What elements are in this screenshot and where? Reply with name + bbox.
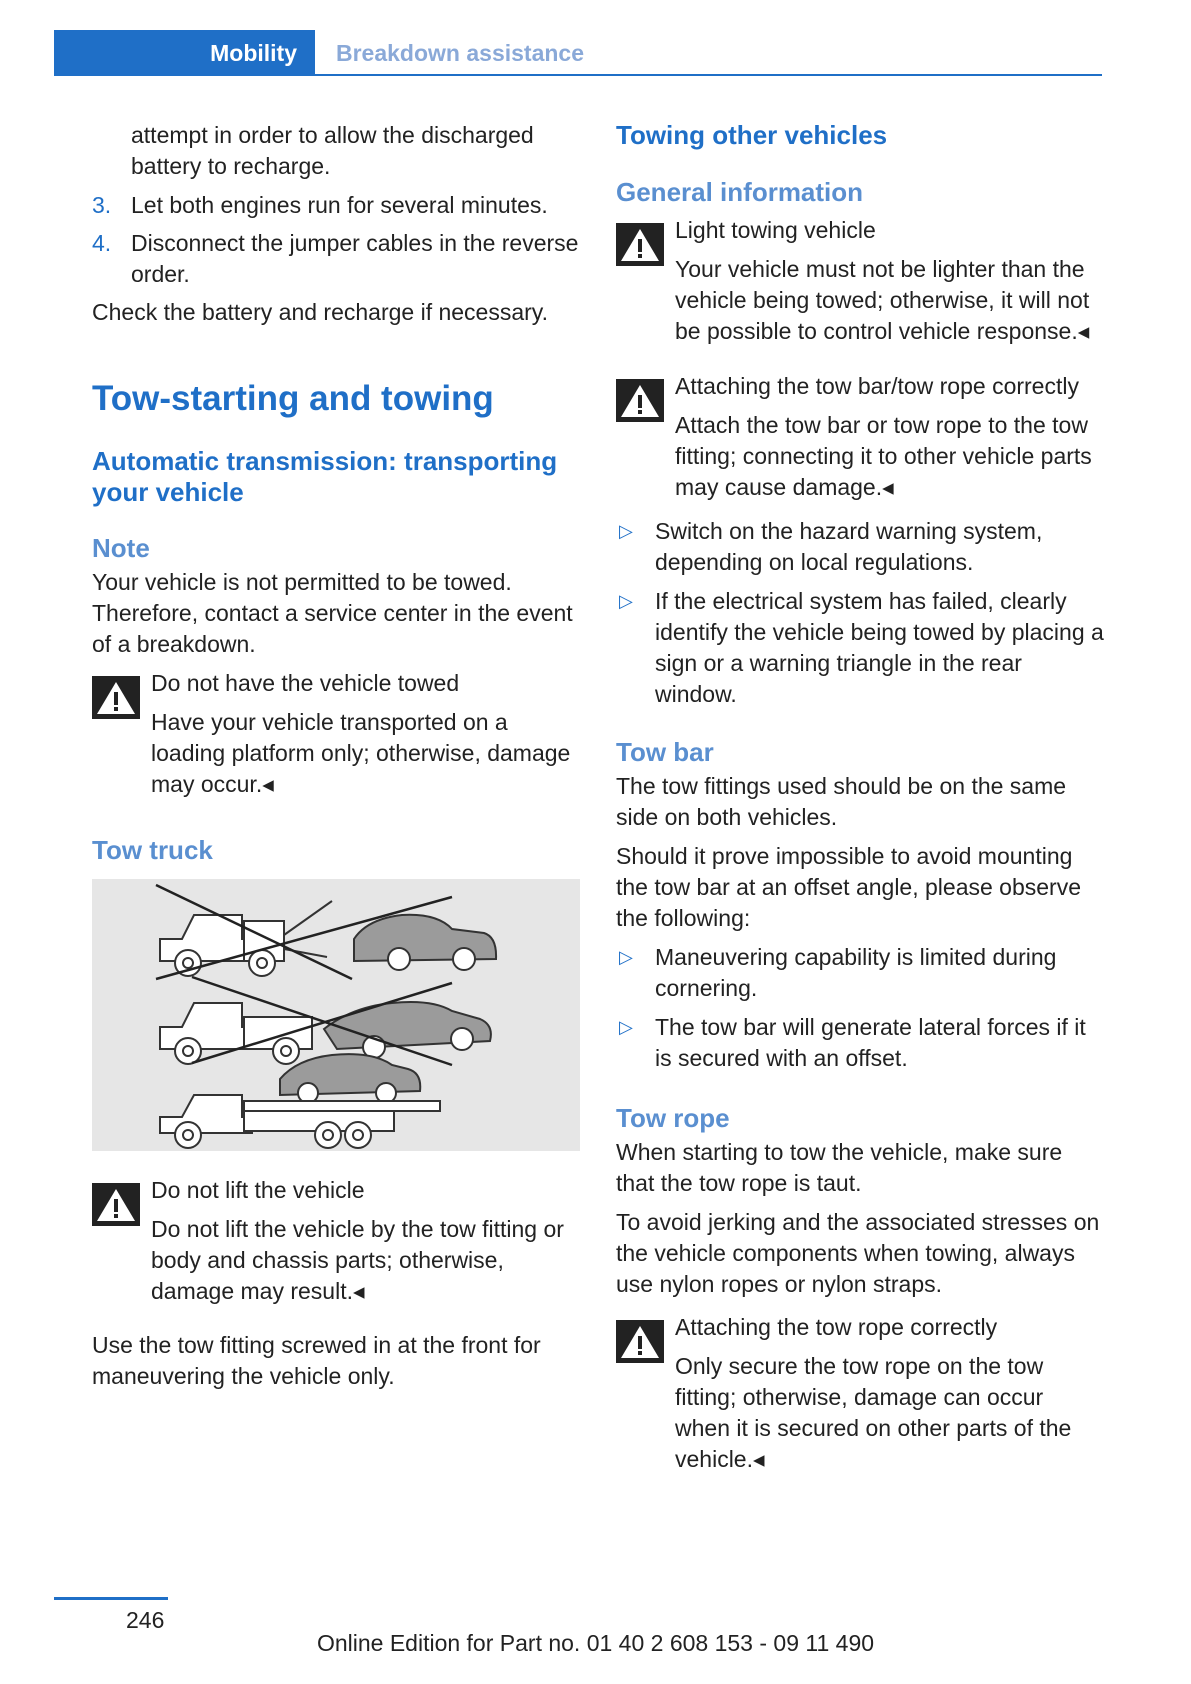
warning-body: Attach the tow bar or tow rope to the tow fitting; connecting it to other vehicle parts may cause damage.◂ xyxy=(675,412,1092,500)
list-item xyxy=(92,228,580,290)
warning-body: Do not lift the vehicle by the tow fitting or body and chassis parts; otherwise, damage may result.◂ xyxy=(151,1216,564,1304)
heading-tow-rope: Tow rope xyxy=(616,1103,730,1133)
heading-tow-bar: Tow bar xyxy=(616,737,714,767)
warning-triangle-icon xyxy=(616,1320,664,1363)
tow-bar-text-1: The tow fittings used should be on the same side on both vehicles. xyxy=(616,773,1067,830)
warning-attach-tow-rope xyxy=(616,1312,1104,1475)
step-text: Disconnect the jumper cables in the reverse order. xyxy=(131,230,579,287)
warning-title: Attaching the tow bar/tow rope correctly xyxy=(675,373,1079,399)
intro-continuation: attempt in order to allow the discharged battery to recharge. xyxy=(131,122,534,179)
footer-rule xyxy=(54,1597,168,1600)
tow-truck-illustration xyxy=(92,879,580,1151)
heading-towing-other-vehicles: Towing other vehicles xyxy=(616,120,888,150)
warning-triangle-icon xyxy=(92,1183,140,1226)
left-column xyxy=(92,120,580,1400)
bullet-triangle-icon: ▷ xyxy=(619,591,633,611)
tow-fitting-text: Use the tow fitting screwed in at the front for maneuvering the vehicle only. xyxy=(92,1332,541,1389)
warning-triangle-icon xyxy=(616,379,664,422)
warning-body: Have your vehicle transported on a loading platform only; otherwise, damage may occur.◂ xyxy=(151,709,571,797)
list-item xyxy=(616,942,1104,1004)
step-number: 3. xyxy=(92,192,112,218)
tow-rope-text-1: When starting to tow the vehicle, make sure that the tow rope is taut. xyxy=(616,1139,1063,1196)
step-text: Let both engines run for several minutes. xyxy=(131,192,548,218)
hazard-list xyxy=(616,516,1104,710)
heading-tow-truck: Tow truck xyxy=(92,835,213,865)
page-number: 246 xyxy=(126,1607,165,1633)
chapter-tab: Mobility xyxy=(54,30,315,76)
warning-body: Only secure the tow rope on the tow fitting; otherwise, damage can occur when it is secured on other parts of the vehicle.◂ xyxy=(675,1353,1072,1472)
warning-do-not-tow xyxy=(92,668,580,800)
bullet-triangle-icon: ▷ xyxy=(619,947,633,967)
list-item xyxy=(616,586,1104,710)
step-number: 4. xyxy=(92,230,112,256)
list-item xyxy=(616,516,1104,578)
note-text: Your vehicle is not permitted to be towed. Therefore, contact a service center in the event of a breakdown. xyxy=(92,569,573,657)
check-battery-text: Check the battery and recharge if necessary. xyxy=(92,299,548,325)
warning-body: Your vehicle must not be lighter than the vehicle being towed; otherwise, it will not be possible to control vehicle response.◂ xyxy=(675,256,1090,344)
list-item xyxy=(92,190,580,221)
edition-text: Online Edition for Part no. 01 40 2 608 153 - 09 11 490 xyxy=(316,1630,875,1656)
list-item xyxy=(616,1012,1104,1074)
header-rule xyxy=(54,74,1102,76)
right-column xyxy=(616,120,1104,1475)
warning-do-not-lift xyxy=(92,1175,580,1307)
heading-automatic-transmission: Automatic transmission: transporting your vehicle xyxy=(92,446,558,507)
warning-title: Light towing vehicle xyxy=(675,217,876,243)
bullet-triangle-icon: ▷ xyxy=(619,1017,633,1037)
tow-bar-text-2: Should it prove impossible to avoid mounting the tow bar at an offset angle, please observe the following: xyxy=(616,843,1081,931)
warning-triangle-icon xyxy=(92,676,140,719)
tow-rope-text-2: To avoid jerking and the associated stresses on the vehicle components when towing, always use nylon ropes or nylon straps. xyxy=(616,1209,1100,1297)
section-title: Breakdown assistance xyxy=(336,40,585,66)
heading-note: Note xyxy=(92,533,150,563)
heading-tow-starting: Tow-starting and towing xyxy=(92,379,494,418)
bullet-text: Maneuvering capability is limited during cornering. xyxy=(655,944,1057,1001)
bullet-triangle-icon: ▷ xyxy=(619,521,633,541)
bullet-text: The tow bar will generate lateral forces if it is secured with an offset. xyxy=(655,1014,1086,1071)
warning-triangle-icon xyxy=(616,223,664,266)
warning-title: Do not lift the vehicle xyxy=(151,1177,365,1203)
warning-attach-tow-bar xyxy=(616,371,1104,503)
bullet-text: Switch on the hazard warning system, depending on local regulations. xyxy=(655,518,1043,575)
heading-general-information: General information xyxy=(616,177,864,207)
warning-title: Do not have the vehicle towed xyxy=(151,670,460,696)
warning-title: Attaching the tow rope correctly xyxy=(675,1314,998,1340)
warning-light-towing-vehicle xyxy=(616,215,1104,347)
bullet-text: If the electrical system has failed, clearly identify the vehicle being towed by placing a sign or a warning triangle in the rear window. xyxy=(655,588,1104,707)
